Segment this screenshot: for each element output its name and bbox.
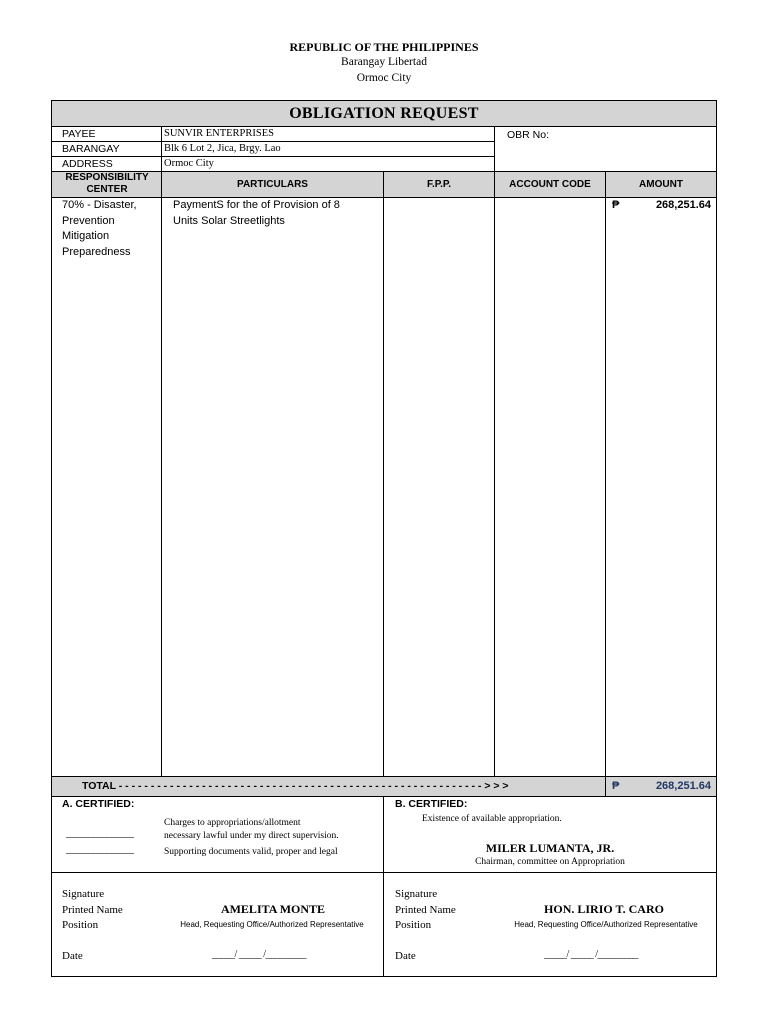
certified-a-text: Charges to appropriations/allotment necessary lawful under my direct supervision. Supporting documents valid, proper and legal (164, 818, 339, 857)
sign-left-title: Head, Requesting Office/Authorized Representative (180, 920, 364, 929)
particulars-cell: PaymentS for the of Provision of 8 Units Solar Streetlights (173, 199, 340, 227)
header-barangay: Barangay Libertad (341, 56, 427, 68)
total-amount: 268,251.64 (655, 780, 711, 792)
sign-right-date-label: Date (395, 950, 416, 962)
sign-right-date-blank: _____/ _____ /_________ (544, 949, 639, 960)
certified-a-heading: A. CERTIFIED: (62, 798, 135, 810)
barangay-label: BARANGAY (62, 143, 120, 155)
col-account-code: ACCOUNT CODE (509, 179, 591, 190)
sign-right-title: Head, Requesting Office/Authorized Representative (514, 920, 698, 929)
certified-a-blank-1: _______________ (66, 828, 134, 839)
total-label: TOTAL - - - - - - - - - - - - - - - - - - - - - - - - - - - - - - - - - - - - - - - - - - - - - - - - - - - - - - - - - > > > (82, 780, 509, 792)
responsibility-center-cell: 70% - Disaster, Prevention Mitigation Preparedness (62, 199, 137, 258)
col-particulars: PARTICULARS (237, 179, 308, 190)
col-amount: AMOUNT (639, 179, 683, 190)
form-title: OBLIGATION REQUEST (289, 105, 479, 122)
sign-right-name: HON. LIRIO T. CARO (544, 902, 664, 916)
address-label: ADDRESS (62, 158, 113, 170)
certified-b-text: Existence of available appropriation. (422, 814, 562, 824)
header-city: Ormoc City (356, 72, 412, 84)
certified-a-blank-2: _______________ (66, 844, 134, 855)
obligation-request-form (51, 100, 717, 977)
certified-b-position: Chairman, committee on Appropriation (475, 857, 625, 867)
col-responsibility-center: RESPONSIBILITY CENTER (65, 172, 149, 195)
address-value: Ormoc City (164, 158, 214, 169)
amount-cell: 268,251.64 (655, 199, 711, 211)
payee-label: PAYEE (62, 128, 96, 140)
certified-b-name: MILER LUMANTA, JR. (485, 841, 615, 855)
barangay-value: Blk 6 Lot 2, Jica, Brgy. Lao (164, 143, 281, 154)
peso-sign: ₱ (612, 199, 620, 211)
sign-right-labels: Signature Printed Name Position (395, 888, 456, 931)
sign-left-date-label: Date (62, 950, 83, 962)
sign-left-labels: Signature Printed Name Position (62, 888, 123, 931)
payee-value: SUNVIR ENTERPRISES (164, 128, 274, 139)
sign-left-date-blank: _____/ _____ /_________ (212, 949, 307, 960)
sign-left-name: AMELITA MONTE (220, 902, 326, 916)
obr-no-label: OBR No: (507, 129, 550, 141)
col-fpp: F.P.P. (426, 179, 452, 190)
certified-b-heading: B. CERTIFIED: (395, 798, 468, 810)
total-peso-sign: ₱ (612, 780, 620, 792)
header-republic: REPUBLIC OF THE PHILIPPINES (289, 40, 479, 54)
